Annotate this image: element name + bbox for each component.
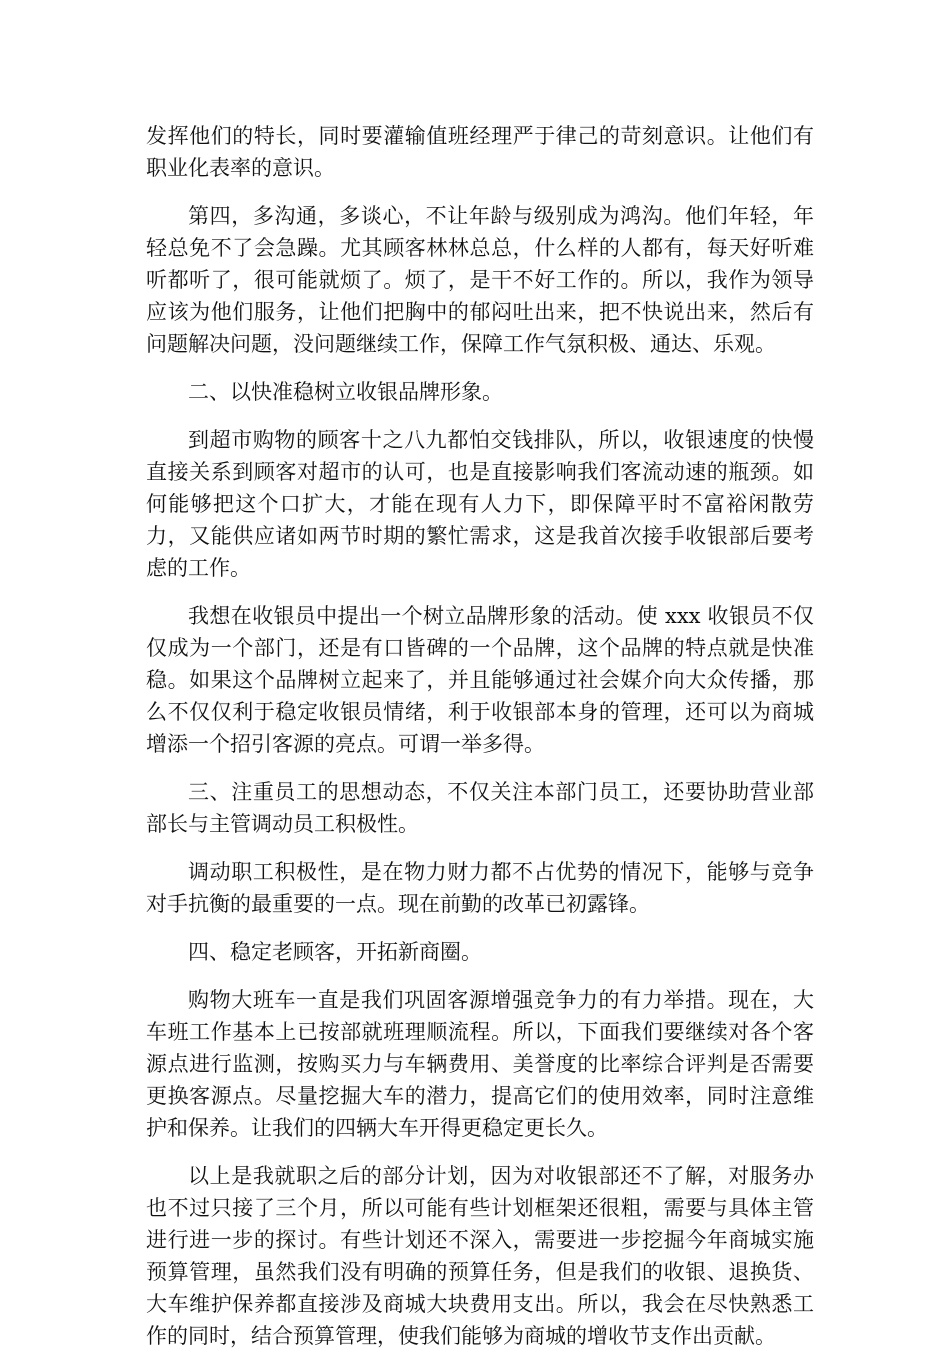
paragraph-continuation: 发挥他们的特长，同时要灌输值班经理严于律己的苛刻意识。让他们有职业化表率的意识。	[146, 124, 814, 180]
section-heading-4: 四、稳定老顾客，开拓新商圈。	[188, 940, 482, 964]
paragraph-motivation: 调动职工积极性，是在物力财力都不占优势的情况下，能够与竞争对手抗衡的最重要的一点。现在前勤的改革已初露锋。	[146, 860, 814, 916]
paragraph-checkout-speed: 到超市购物的顾客十之八九都怕交钱排队，所以，收银速度的快慢直接关系到顾客对超市的认可，也是直接影响我们客流动速的瓶颈。如何能够把这个口扩大，才能在现有人力下，即保障平时不富裕闲散劳力，又能供应诸如两节时期的繁忙需求，这是我首次接手收银部后要考虑的工作。	[146, 428, 814, 580]
paragraph-shuttle-bus: 购物大班车一直是我们巩固客源增强竞争力的有力举措。现在，大车班工作基本上已按部就班理顺流程。所以，下面我们要继续对各个客源点进行监测，按购买力与车辆费用、美誉度的比率综合评判是否需要更换客源点。尽量挖掘大车的潜力，提高它们的使用效率，同时注意维护和保养。让我们的四辆大车开得更稳定更长久。	[146, 988, 814, 1140]
paragraph-communication: 第四，多沟通，多谈心，不让年龄与级别成为鸿沟。他们年轻，年轻总免不了会急躁。尤其顾客林林总总，什么样的人都有，每天好听难听都听了，很可能就烦了。烦了，是干不好工作的。所以，我作为领导应该为他们服务，让他们把胸中的郁闷吐出来，把不快说出来，然后有问题解决问题，没问题继续工作，保障工作气氛积极、通达、乐观。	[146, 204, 814, 356]
paragraph-conclusion: 以上是我就职之后的部分计划，因为对收银部还不了解，对服务办也不过只接了三个月，所以可能有些计划框架还很粗，需要与具体主管进行进一步的探讨。有些计划还不深入，需要进一步挖掘今年商城实施预算管理，虽然我们没有明确的预算任务，但是我们的收银、退换货、大车维护保养都直接涉及商城大块费用支出。所以，我会在尽快熟悉工作的同时，结合预算管理，使我们能够为商城的增收节支作出贡献。	[146, 1164, 814, 1348]
section-heading-2: 二、以快准稳树立收银品牌形象。	[188, 380, 503, 404]
document-body	[146, 120, 814, 1368]
paragraph-brand-image: 我想在收银员中提出一个树立品牌形象的活动。使 xxx 收银员不仅仅成为一个部门，还是有口皆碑的一个品牌，这个品牌的特点就是快准稳。如果这个品牌树立起来了，并且能够通过社会媒介向大众传播，那么不仅仅利于稳定收银员情绪，利于收银部本身的管理，还可以为商城增添一个招引客源的亮点。可谓一举多得。	[146, 604, 814, 756]
section-heading-3: 三、注重员工的思想动态，不仅关注本部门员工，还要协助营业部部长与主管调动员工积极性。	[146, 780, 814, 836]
